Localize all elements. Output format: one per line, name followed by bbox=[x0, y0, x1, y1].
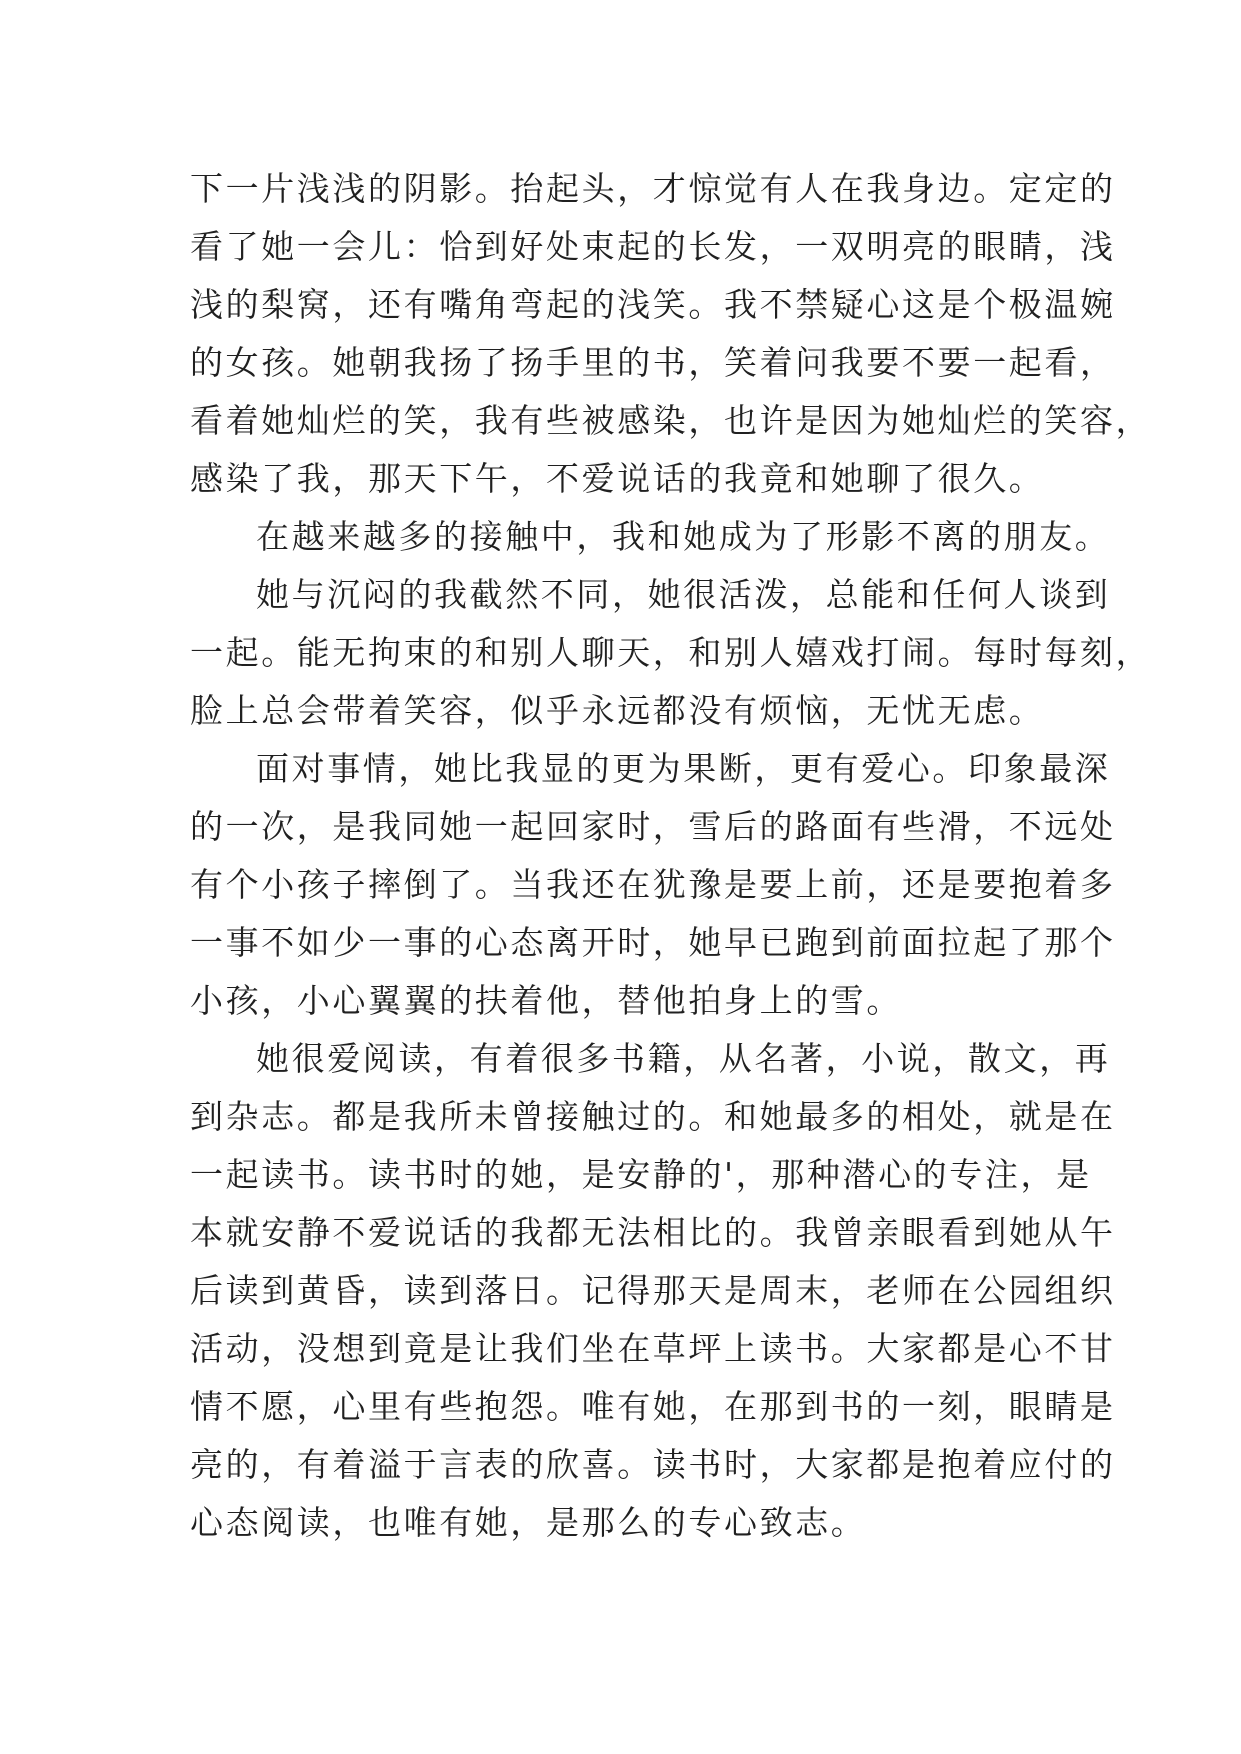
document-body bbox=[190, 160, 1152, 1552]
text-line: 本就安静不爱说话的我都无法相比的。我曾亲眼看到她从午 bbox=[190, 1213, 1116, 1252]
text-line: 心态阅读，也唯有她，是那么的专心致志。 bbox=[190, 1503, 867, 1542]
text-line: 看了她一会儿：恰到好处束起的长发，一双明亮的眼睛，浅 bbox=[190, 227, 1116, 266]
paragraph-first-line: 她与沉闷的我截然不同，她很活泼，总能和任何人谈到 bbox=[256, 575, 1111, 614]
paragraph-first-line: 面对事情，她比我显的更为果断，更有爱心。印象最深 bbox=[256, 749, 1111, 788]
text-line: 情不愿，心里有些抱怨。唯有她，在那到书的一刻，眼睛是 bbox=[190, 1387, 1116, 1426]
text-line: 感染了我，那天下午，不爱说话的我竟和她聊了很久。 bbox=[190, 459, 1045, 498]
paragraph-first-line: 她很爱阅读，有着很多书籍，从名著，小说，散文，再 bbox=[256, 1039, 1111, 1078]
text-line: 一起。能无拘束的和别人聊天，和别人嬉戏打闹。每时每刻， bbox=[190, 633, 1152, 672]
text-line: 下一片浅浅的阴影。抬起头，才惊觉有人在我身边。定定的 bbox=[190, 169, 1116, 208]
text-line: 的一次，是我同她一起回家时，雪后的路面有些滑，不远处 bbox=[190, 807, 1116, 846]
text-line: 有个小孩子摔倒了。当我还在犹豫是要上前，还是要抱着多 bbox=[190, 865, 1116, 904]
paragraph-first-line: 在越来越多的接触中，我和她成为了形影不离的朋友。 bbox=[256, 517, 1111, 556]
text-line: 的女孩。她朝我扬了扬手里的书，笑着问我要不要一起看， bbox=[190, 343, 1116, 382]
text-line: 浅的梨窝，还有嘴角弯起的浅笑。我不禁疑心这是个极温婉 bbox=[190, 285, 1116, 324]
text-line: 到杂志。都是我所未曾接触过的。和她最多的相处，就是在 bbox=[190, 1097, 1116, 1136]
text-line: 亮的，有着溢于言表的欣喜。读书时，大家都是抱着应付的 bbox=[190, 1445, 1116, 1484]
text-line: 一事不如少一事的心态离开时，她早已跑到前面拉起了那个 bbox=[190, 923, 1116, 962]
text-line: 活动，没想到竟是让我们坐在草坪上读书。大家都是心不甘 bbox=[190, 1329, 1116, 1368]
text-line: 脸上总会带着笑容，似乎永远都没有烦恼，无忧无虑。 bbox=[190, 691, 1045, 730]
text-line: 看着她灿烂的笑，我有些被感染，也许是因为她灿烂的笑容， bbox=[190, 401, 1152, 440]
text-line: 后读到黄昏，读到落日。记得那天是周末，老师在公园组织 bbox=[190, 1271, 1116, 1310]
text-line: 一起读书。读书时的她，是安静的'，那种潜心的专注，是 bbox=[190, 1155, 1092, 1194]
text-line: 小孩，小心翼翼的扶着他，替他拍身上的雪。 bbox=[190, 981, 902, 1020]
